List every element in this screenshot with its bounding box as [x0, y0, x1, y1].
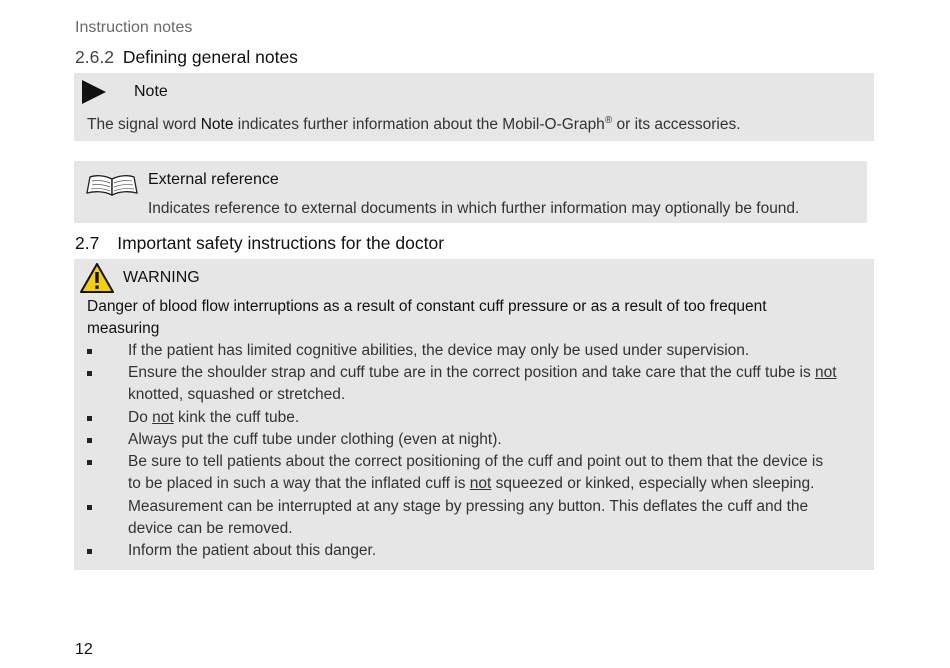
- bullet-square-icon: [87, 438, 92, 443]
- external-reference-title: External reference: [148, 171, 279, 188]
- bullet-text: Inform the patient about this danger.: [128, 542, 377, 559]
- bullet-square-icon: [87, 349, 92, 354]
- section-title: Important safety instructions for the doctor: [117, 233, 445, 253]
- bullet-square-icon: [87, 549, 92, 554]
- open-book-icon: [86, 173, 138, 197]
- bullet-square-icon: [87, 371, 92, 376]
- note-text: [87, 115, 741, 134]
- bullet-text: Do not kink the cuff tube.: [128, 409, 300, 426]
- note-text-end: or its accessories.: [612, 116, 741, 134]
- bullet-square-icon: [87, 416, 92, 421]
- bullet-square-icon: [87, 505, 92, 510]
- play-triangle-icon: [80, 78, 108, 106]
- section-number: 2.6.2: [75, 47, 114, 67]
- running-header: Instruction notes: [75, 19, 193, 36]
- section-number: 2.7: [75, 233, 100, 253]
- section-heading-2-6-2: [75, 47, 298, 68]
- external-reference-text: Indicates reference to external documents in which further information may optionally be found.: [148, 200, 800, 217]
- note-box: [74, 73, 874, 141]
- bullet-text: Be sure to tell patients about the correct positioning of the cuff and point out to them that the device is: [128, 453, 824, 470]
- warning-box: [74, 259, 874, 570]
- warning-label: WARNING: [123, 269, 200, 286]
- registered-mark: ®: [604, 115, 613, 126]
- bullet-text: knotted, squashed or stretched.: [128, 386, 346, 403]
- note-term: Note: [200, 116, 234, 134]
- page-number: 12: [75, 641, 93, 658]
- bullet-text: Measurement can be interrupted at any stage by pressing any button. This deflates the cuff and the: [128, 498, 809, 515]
- section-title: Defining general notes: [122, 47, 298, 67]
- bullet-text: to be placed in such a way that the inflated cuff is not squeezed or kinked, especially when sleeping.: [128, 475, 815, 492]
- bullet-text: Always put the cuff tube under clothing (even at night).: [128, 431, 502, 448]
- note-title: Note: [134, 83, 168, 100]
- note-text-after: indicates further information about the Mobil-O-Graph: [233, 116, 605, 134]
- warning-heading-line2: measuring: [87, 320, 160, 337]
- section-heading-2-7: [75, 233, 444, 254]
- bullet-text: device can be removed.: [128, 520, 293, 537]
- bullet-text: Ensure the shoulder strap and cuff tube are in the correct position and take care that the cuff tube is not: [128, 364, 837, 381]
- warning-triangle-icon: [79, 262, 115, 294]
- bullet-text: If the patient has limited cognitive abilities, the device may only be used under supervision.: [128, 342, 750, 359]
- note-text-before: The signal word: [87, 116, 201, 134]
- external-reference-box: [74, 161, 867, 223]
- warning-heading-line1: Danger of blood flow interruptions as a result of constant cuff pressure or as a result of too frequent: [87, 298, 767, 315]
- bullet-square-icon: [87, 460, 92, 465]
